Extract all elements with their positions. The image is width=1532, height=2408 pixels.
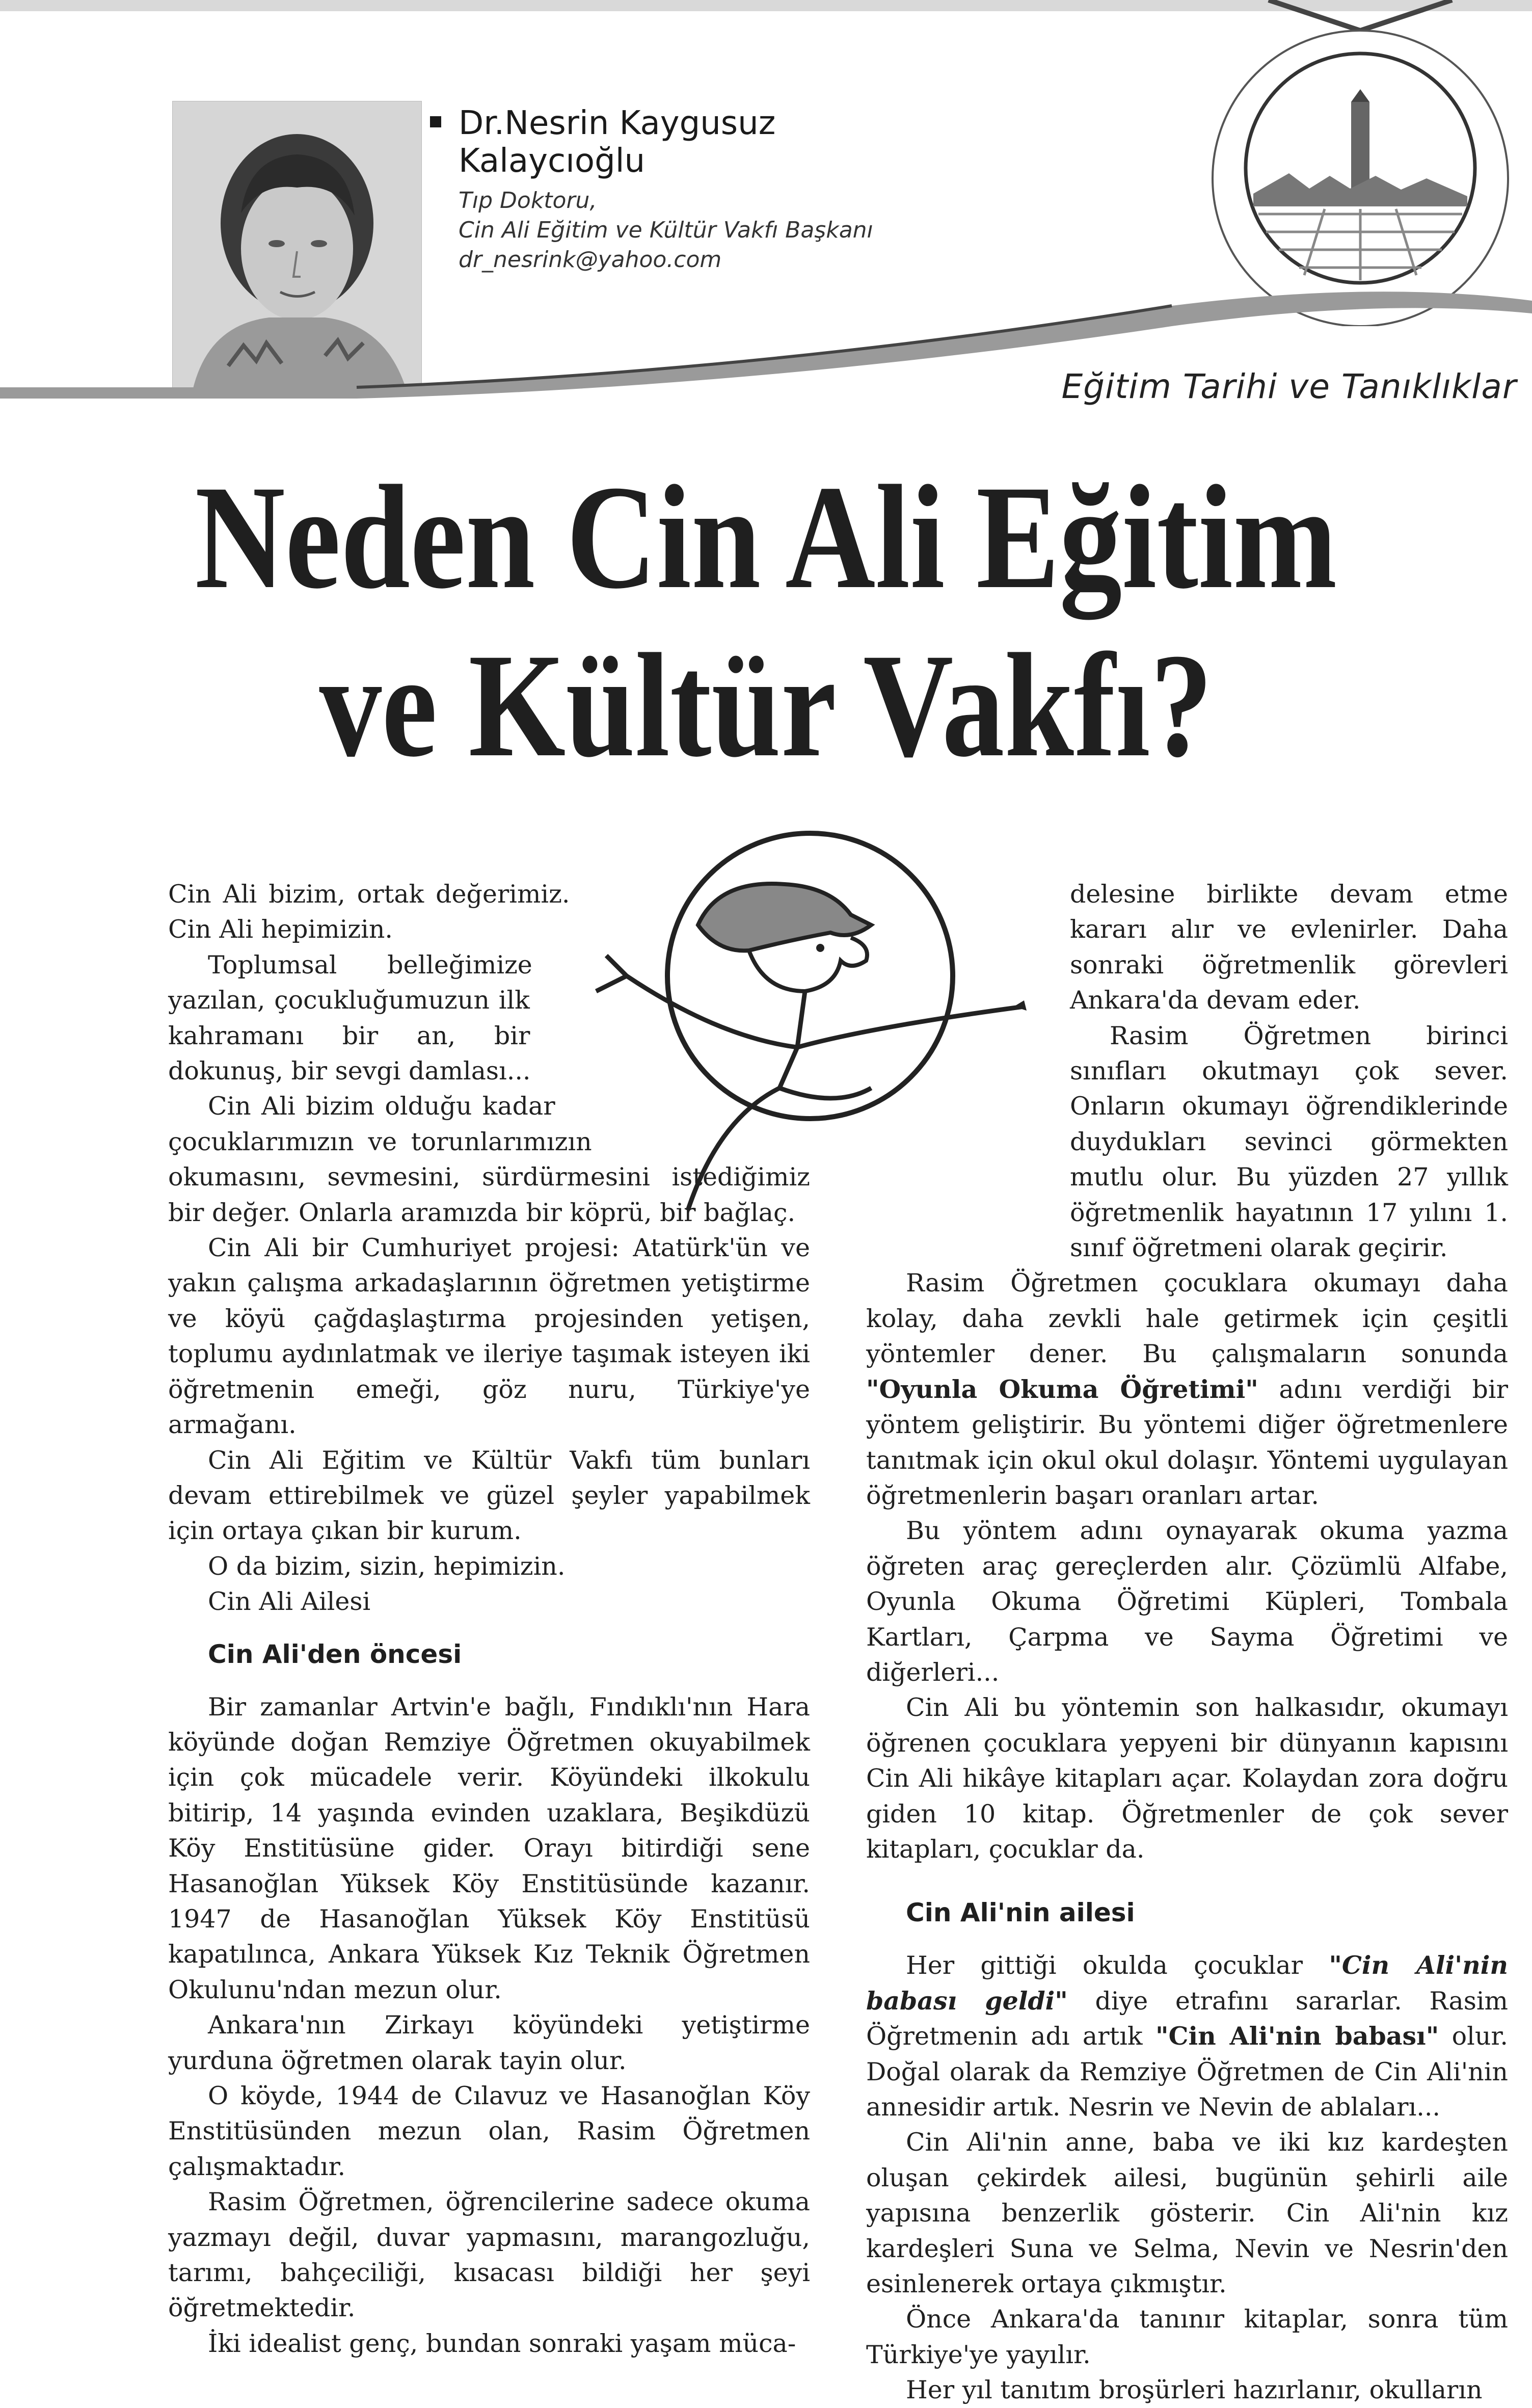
paragraph: O köyde, 1944 de Cılavuz ve Hasanoğlan Köy Enstitüsünden mezun olan, Rasim Öğretmen çalışmaktadır.	[168, 2081, 810, 2181]
paragraph: Rasim Öğretmen birinci sınıfları okutmayı çok sever. Onların okumayı öğrendiklerinde duydukları sevinci görmekten mutlu olur. Bu yüzden 27 yıllık öğretmenlik hayatının 17 yılını 1. sınıf öğretmeni olarak geçirir.	[1070, 1021, 1508, 1263]
signature-line: Cin Ali Ailesi	[208, 1587, 371, 1617]
author-name: Dr.Nesrin Kaygusuz	[459, 104, 1019, 142]
author-email: dr_nesrink@yahoo.com	[459, 247, 722, 273]
spacer	[168, 1620, 810, 1637]
paragraph: İki idealist genç, bundan sonraki yaşam müca-	[208, 2328, 796, 2358]
paragraph: Cin Ali bir Cumhuriyet projesi: Atatürk'ün ve yakın çalışma arkadaşlarının öğretmen yetiştirme ve köyü çağdaşlaştırma projesinden yetişen, toplumu aydınlatmak ve ileriye taşımak isteyen iki öğretmenin emeği, göz nuru, Türkiye'ye armağanı.	[168, 1233, 810, 1440]
emphasis-text: "Cin Ali'nin babası geldi"	[866, 1950, 1508, 2016]
spacer	[866, 1930, 1508, 1948]
illustration-wrap-space	[525, 877, 810, 1142]
emphasis-text: "Oyunla Okuma Öğretimi"	[866, 1374, 1258, 1404]
emphasis-text: "Cin Ali'nin babası"	[1155, 2021, 1439, 2051]
paragraph: Bir zamanlar Artvin'e bağlı, Fındıklı'nın Hara köyünde doğan Remziye Öğretmen okuyabilmek için çok mücadele verir. Köyündeki ilkokulu bitirip, 14 yaşında evinden uzaklara, Beşikdüzü Köy Enstitüsüne gider. Orayı bitirdiği sene Hasanoğlan Yüksek Köy Enstitüsünde kazanır. 1947 de Hasanoğlan Yüksek Köy Enstitüsü kapatılınca, Ankara Yüksek Kız Teknik Öğretmen Okulunu'ndan mezun olur.	[168, 1692, 810, 2004]
paragraph: Cin Ali bu yöntemin son halkasıdır, okumayı öğrenen çocuklara yepyeni bir dünyanın kapısını Cin Ali hikâye kitapları açar. Kolaydan zora doğru giden 10 kitap. Öğretmenler de çok sever kitapları, çocuklar da.	[866, 1693, 1508, 1864]
author-title: Tıp Doktoru,	[459, 188, 597, 214]
author-role: Cin Ali Eğitim ve Kültür Vakfı Başkanı	[459, 217, 873, 243]
right-column	[866, 877, 1508, 2408]
village-emblem	[1207, 0, 1523, 326]
paragraph: Cin Ali Eğitim ve Kültür Vakfı tüm bunları devam ettirebilmek ve güzel şeyler yapabilmek için ortaya çıkan bir kurum.	[168, 1445, 810, 1546]
paragraph: Rasim Öğretmen, öğrencilerine sadece okuma yazmayı değil, duvar yapmasını, marangozluğu, tarımı, bahçeciliği, kısacası bildiği her şeyi öğretmektedir.	[168, 2187, 810, 2323]
paragraph: Her gittiği okulda çocuklar "Cin Ali'nin babası geldi" diye etrafını sararlar. Rasim Öğretmenin adı artık "Cin Ali'nin babası" olur. Doğal olarak da Remziye Öğretmen de Cin Ali'nin annesidir artık. Nesrin ve Nevin de ablaları...	[866, 1950, 1508, 2122]
paragraph: Her yıl tanıtım broşürleri hazırlanır, okulların	[906, 2375, 1483, 2405]
paragraph: Önce Ankara'da tanınır kitaplar, sonra tüm Türkiye'ye yayılır.	[866, 2305, 1508, 2369]
article-title-line2: ve Kültür Vakfı?	[319, 623, 1213, 788]
paragraph: O da bizim, sizin, hepimizin.	[208, 1551, 566, 1581]
bullet-icon	[430, 116, 441, 127]
paragraph: Cin Ali bizim, ortak değerimiz. Cin Ali hepimizin.	[168, 880, 570, 944]
section-label: Eğitim Tarihi ve Tanıklıklar	[1061, 367, 1517, 406]
author-name-line2: Kalaycıoğlu	[459, 142, 646, 180]
paragraph: Ankara'nın Zirkayı köyündeki yetiştirme yurduna öğretmen olarak tayin olur.	[168, 2010, 810, 2075]
paragraph: Cin Ali bizim olduğu kadar çocuklarımızın ve torunlarımızın okumasını, sevmesini, sürdürmesini istediğimiz bir değer. Onlarla aramızda bir köprü, bir bağlaç.	[168, 1092, 810, 1227]
section-heading: Cin Ali'den öncesi	[208, 1639, 462, 1669]
article-title-line1: Neden Cin Ali Eğitim	[195, 455, 1337, 620]
section-heading: Cin Ali'nin ailesi	[906, 1898, 1135, 1928]
illustration-wrap-space	[866, 877, 1070, 1243]
spacer	[168, 1672, 810, 1689]
spacer	[866, 1867, 1508, 1895]
paragraph: Rasim Öğretmen çocuklara okumayı daha kolay, daha zevkli hale getirmek için çeşitli yöntemler dener. Bu çalışmaların sonunda "Oyunla Okuma Öğretimi" adını verdiği bir yöntem geliştirir. Bu yöntemi diğer öğretmenlere tanıtmak için okul okul dolaşır. Yöntemi uygulayan öğretmenlerin başarı oranları artar.	[866, 1268, 1508, 1510]
paragraph: Toplumsal belleğimize yazılan, çocukluğumuzun ilk kahramanı bir an, bir dokunuş, bir sevgi damlası...	[168, 950, 532, 1086]
paragraph: delesine birlikte devam etme kararı alır ve evlenirler. Daha sonraki öğretmenlik görevleri Ankara'da devam eder.	[1070, 880, 1508, 1015]
paragraph: Bu yöntem adını oynayarak okuma yazma öğreten araç gereçlerden alır. Çözümlü Alfabe, Oyunla Okuma Öğretimi Küpleri, Tombala Kartları, Çarpma ve Sayma Öğretimi ve diğerleri...	[866, 1516, 1508, 1687]
paragraph: Cin Ali'nin anne, baba ve iki kız kardeşten oluşan çekirdek ailesi, bugünün şehirli aile yapısına benzerlik gösterir. Cin Ali'nin kız kardeşleri Suna ve Selma, Nevin ve Nesrin'den esinlenerek ortaya çıkmıştır.	[866, 2128, 1508, 2299]
author-info	[459, 104, 1019, 275]
left-column	[168, 877, 810, 2361]
